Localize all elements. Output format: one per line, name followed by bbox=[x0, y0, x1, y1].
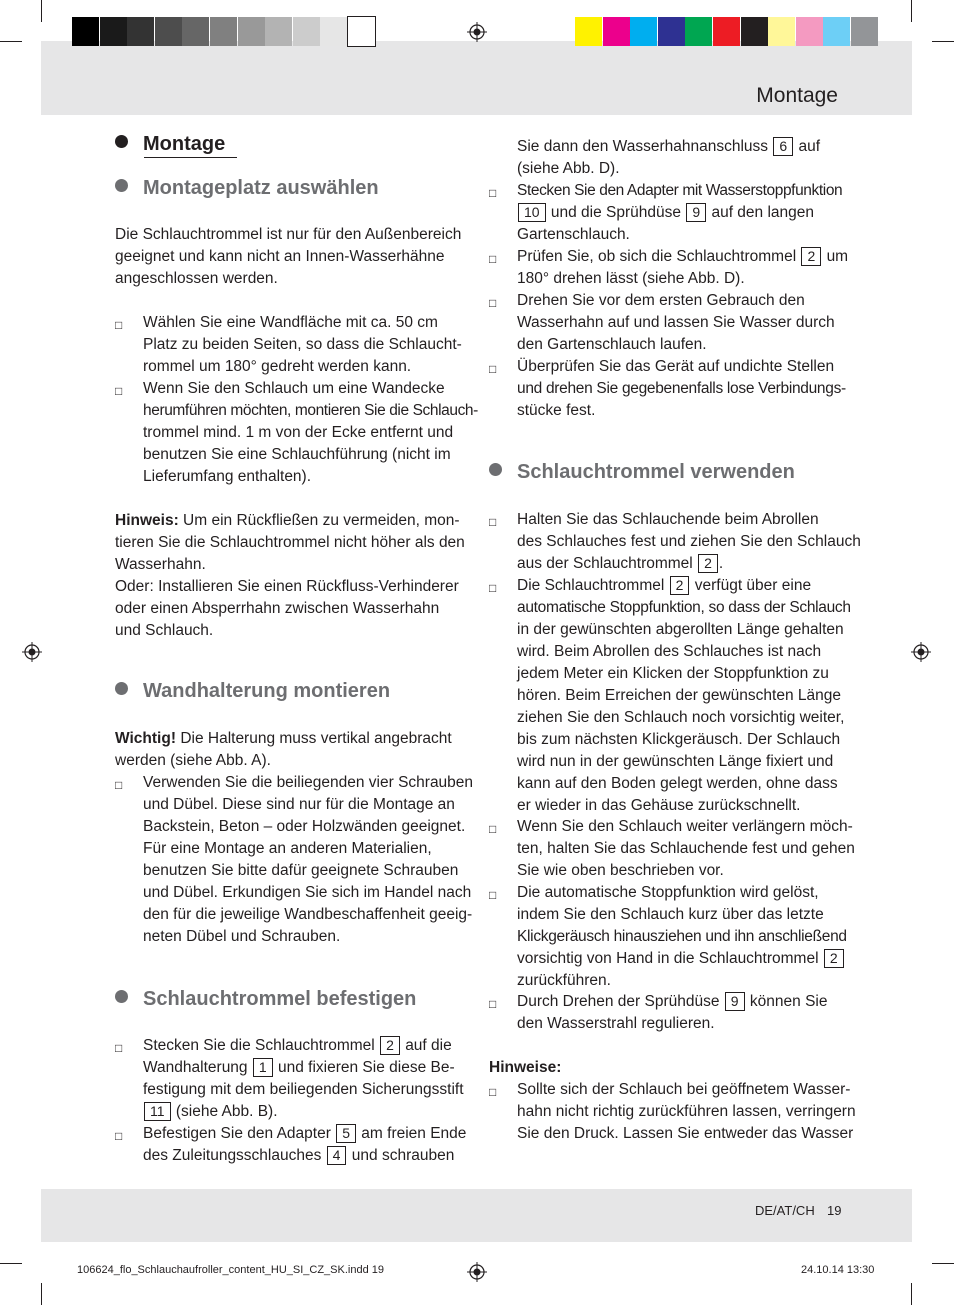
color-swatch bbox=[630, 17, 657, 46]
hinweis-paragraph: Hinweis: Um ein Rückfließen zu vermeiden, mon- tieren Sie die Schlauchtrommel nicht höher als den Wasserhahn. Oder: Installieren Sie einen Rückfluss-Verhinderer oder einen Absperrhahn zwischen Wasserhahn und Schlauch. bbox=[115, 512, 465, 639]
part-number-badge: 2 bbox=[801, 247, 821, 266]
color-swatch bbox=[823, 17, 850, 46]
list-item: Verwenden Sie die beiliegenden vier Schrauben und Dübel. Diese sind nur für die Montage an Backstein, Beton – oder Holzwänden geeignet. Für eine Montage an anderen Materialien, benutzen Sie bitte dafür geeignete Schrauben und Dübel. Erkundigen Sie sich im Handel nach den für die jeweilige Wandbeschaffenheit geeig- neten Dübel und Schrauben. bbox=[143, 774, 474, 945]
color-swatch bbox=[575, 17, 602, 46]
checkbox-bullet-icon: □ bbox=[115, 1129, 123, 1143]
color-swatch bbox=[741, 17, 768, 46]
wichtig-paragraph: Wichtig! Die Halterung muss vertikal angebracht werden (siehe Abb. A). bbox=[115, 730, 452, 769]
checkbox-bullet-icon: □ bbox=[115, 384, 123, 398]
list-item: Befestigen Sie den Adapter 5 am freien Ende des Zuleitungsschlauches 4 und schrauben bbox=[143, 1125, 467, 1164]
checkbox-bullet-icon: □ bbox=[115, 1041, 123, 1055]
crop-mark bbox=[932, 1263, 954, 1264]
color-swatch bbox=[320, 17, 347, 46]
color-swatch bbox=[293, 17, 320, 46]
slug-date: 24.10.14 13:30 bbox=[801, 1264, 875, 1276]
checkbox-bullet-icon: □ bbox=[115, 778, 123, 792]
color-swatch bbox=[210, 17, 237, 46]
checkbox-bullet-icon: □ bbox=[489, 822, 497, 836]
registration-mark-icon bbox=[911, 642, 931, 662]
part-number-badge: 2 bbox=[670, 576, 690, 595]
list-item: Stecken Sie die Schlauchtrommel 2 auf die Wandhalterung 1 und fixieren Sie diese Be- festigung mit dem beiliegenden Sicherungsstift 11 (siehe Abb. B). bbox=[143, 1037, 464, 1120]
bullet-dot-icon bbox=[115, 990, 128, 1003]
color-swatch bbox=[768, 17, 795, 46]
page-number: 19 bbox=[827, 1203, 842, 1218]
continued-paragraph: Sie dann den Wasserhahnanschluss 6 auf (siehe Abb. D). bbox=[517, 138, 821, 177]
part-number-badge: 10 bbox=[518, 203, 546, 222]
crop-mark bbox=[41, 1283, 42, 1305]
color-swatch bbox=[348, 17, 375, 46]
part-number-badge: 9 bbox=[686, 203, 706, 222]
list-item: Prüfen Sie, ob sich die Schlauchtrommel 2 um 180° drehen lässt (siehe Abb. D). bbox=[517, 248, 849, 287]
crop-mark bbox=[41, 0, 42, 22]
part-number-badge: 4 bbox=[327, 1146, 347, 1165]
list-item: Die automatische Stoppfunktion wird gelöst, indem Sie den Schlauch kurz über das letzte Klickgeräusch hinausziehen und ihn anschließend vorsichtig von Hand in die Schlauchtrommel 2 zurückführen. bbox=[517, 884, 847, 989]
registration-mark-icon bbox=[467, 1262, 487, 1282]
heading-verwenden: Schlauchtrommel verwenden bbox=[489, 461, 795, 484]
list-item: Halten Sie das Schlauchende beim Abrollen des Schlauches fest und ziehen Sie den Schlauch aus der Schlauchtrommel 2 . bbox=[517, 511, 861, 572]
slug-filename: 106624_flo_Schlauchaufroller_content_HU_SI_CZ_SK.indd 19 bbox=[77, 1264, 384, 1276]
crop-mark bbox=[911, 1283, 912, 1305]
color-swatch bbox=[72, 17, 99, 46]
color-swatch bbox=[796, 17, 823, 46]
color-swatch bbox=[603, 17, 630, 46]
registration-mark-icon bbox=[467, 22, 487, 42]
heading-montageplatz: Montageplatz auswählen bbox=[115, 177, 379, 200]
list-item: Durch Drehen der Sprühdüse 9 können Sie den Wasserstrahl regulieren. bbox=[517, 993, 828, 1032]
checkbox-bullet-icon: □ bbox=[489, 997, 497, 1011]
crop-mark bbox=[911, 0, 912, 22]
footer-region: DE/AT/CH bbox=[755, 1203, 815, 1218]
checkbox-bullet-icon: □ bbox=[489, 515, 497, 529]
part-number-badge: 5 bbox=[336, 1124, 356, 1143]
heading-befestigen: Schlauchtrommel befestigen bbox=[115, 988, 416, 1011]
color-swatch bbox=[127, 17, 154, 46]
part-number-badge: 2 bbox=[380, 1036, 400, 1055]
list-item: Die Schlauchtrommel 2 verfügt über eine automatische Stoppfunktion, so dass der Schlauch in der gewünschten abgerollten Länge gehalten wird. Beim Abrollen des Schlauches ist nach jedem Meter ein Klicken der Stoppfunktion zu hören. Beim Erreichen der gewünschten Länge ziehen Sie den Schlauch noch vorsichtig weiter, bis zum nächsten Klickgeräusch. Der Schlauch wird nun in der gewünschten Länge fixiert und kann auf den Boden gelegt werden, ohne dass er wieder in das Gehäuse zurückschnellt. bbox=[517, 577, 851, 814]
intro-paragraph: Die Schlauchtrommel ist nur für den Außenbereich geeignet und kann nicht an Innen-Wasserhähne angeschlossen werden. bbox=[115, 226, 462, 287]
checkbox-bullet-icon: □ bbox=[489, 581, 497, 595]
checkbox-bullet-icon: □ bbox=[489, 296, 497, 310]
list-item: Wenn Sie den Schlauch weiter verlängern möch- ten, halten Sie das Schlauchende fest und gehen Sie wie oben beschrieben vor. bbox=[517, 818, 855, 879]
list-item: Wählen Sie eine Wandfläche mit ca. 50 cm Platz zu beiden Seiten, so dass die Schlaucht- rommel um 180° gedreht werden kann. bbox=[143, 314, 462, 375]
color-swatch bbox=[182, 17, 209, 46]
color-swatch bbox=[155, 17, 182, 46]
bullet-dot-icon bbox=[489, 463, 502, 476]
heading-wandhalterung: Wandhalterung montieren bbox=[115, 680, 390, 703]
color-swatch bbox=[713, 17, 740, 46]
crop-mark bbox=[0, 41, 22, 42]
color-swatch bbox=[658, 17, 685, 46]
checkbox-bullet-icon: □ bbox=[489, 252, 497, 266]
color-swatch bbox=[100, 17, 127, 46]
color-swatch bbox=[851, 17, 878, 46]
checkbox-bullet-icon: □ bbox=[489, 888, 497, 902]
crop-mark bbox=[932, 41, 954, 42]
list-item: Wenn Sie den Schlauch um eine Wandecke herumführen möchten, montieren Sie die Schlauch- trommel mind. 1 m von der Ecke entfernt und benutzen Sie eine Schlauchführung (nicht im Lieferumfang enthalten). bbox=[143, 380, 478, 485]
list-item: Stecken Sie den Adapter mit Wasserstoppfunktion 10 und die Sprühdüse 9 auf den langen Gartenschlauch. bbox=[517, 182, 843, 243]
crop-mark bbox=[0, 1263, 22, 1264]
list-item: Sollte sich der Schlauch bei geöffnetem Wasser- hahn nicht richtig zurückführen lassen, verringern Sie den Druck. Lassen Sie entweder das Wasser bbox=[517, 1081, 856, 1142]
color-swatch bbox=[685, 17, 712, 46]
bullet-dot-icon bbox=[115, 682, 128, 695]
part-number-badge: 6 bbox=[773, 137, 793, 156]
part-number-badge: 11 bbox=[144, 1102, 171, 1121]
color-swatch bbox=[265, 17, 292, 46]
checkbox-bullet-icon: □ bbox=[489, 362, 497, 376]
hinweise-heading: Hinweise: bbox=[489, 1059, 562, 1076]
part-number-badge: 1 bbox=[253, 1058, 273, 1077]
list-item: Drehen Sie vor dem ersten Gebrauch den Wasserhahn auf und lassen Sie Wasser durch den Gartenschlauch laufen. bbox=[517, 292, 835, 353]
color-swatch bbox=[238, 17, 265, 46]
part-number-badge: 2 bbox=[698, 554, 718, 573]
checkbox-bullet-icon: □ bbox=[115, 318, 123, 332]
bullet-dot-icon bbox=[115, 135, 128, 148]
list-item: Überprüfen Sie das Gerät auf undichte Stellen und drehen Sie gegebenenfalls lose Verbindungs- stücke fest. bbox=[517, 358, 846, 419]
bullet-dot-icon bbox=[115, 179, 128, 192]
heading-underline bbox=[144, 157, 237, 158]
heading-montage: Montage bbox=[115, 133, 225, 156]
part-number-badge: 9 bbox=[725, 992, 745, 1011]
page-title: Montage bbox=[756, 84, 838, 107]
registration-mark-icon bbox=[22, 642, 42, 662]
checkbox-bullet-icon: □ bbox=[489, 1085, 497, 1099]
part-number-badge: 2 bbox=[824, 949, 844, 968]
checkbox-bullet-icon: □ bbox=[489, 186, 497, 200]
